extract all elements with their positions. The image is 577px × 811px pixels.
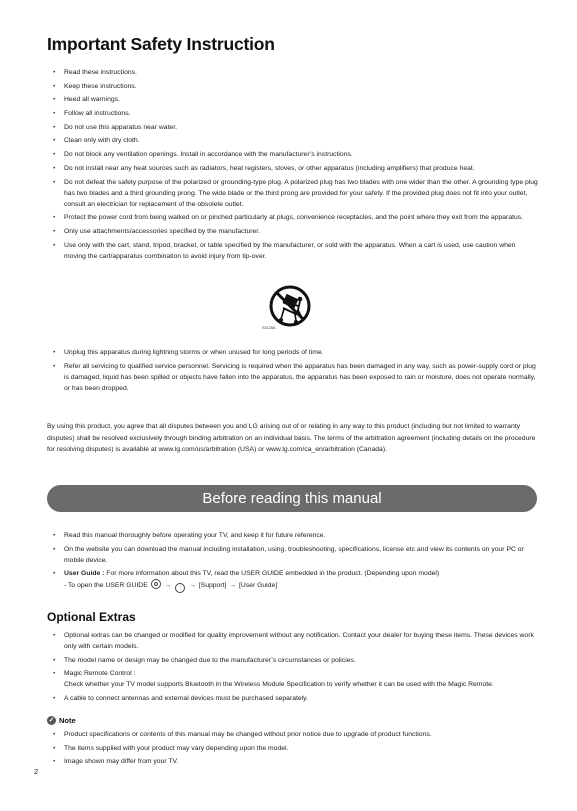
user-guide-steps	[64, 579, 538, 593]
arrow-icon: →	[189, 582, 196, 590]
arrow-icon: →	[164, 582, 172, 590]
arbitration-paragraph: By using this product, you agree that all disputes between you and LG arising out of or relating in any way to this product (including but not limited to warranty disputes) shall be resolved exclusively through binding arbitration on an individual basis. The terms of the arbitration agreement (including details on the procedure for resolving disputes) is available at www.lg.com/us/arbitration (USA) or www.lg.com/ca_en/arbitration (Canada).	[47, 423, 536, 453]
list-item: • Follow all instructions.	[53, 108, 538, 119]
list-item: • Do not use this apparatus near water.	[53, 122, 538, 133]
home-button-icon	[151, 579, 161, 589]
safety-list	[53, 67, 538, 264]
list-item: • Heed all warnings.	[53, 94, 538, 105]
list-item: • The items supplied with your product may vary depending upon the model.	[53, 743, 538, 754]
list-item: • On the website you can download the manual including installation, using, troubleshooting, specifications, license etc and view its contents on your PC or mobile device.	[53, 544, 538, 566]
optional-extras-list	[53, 630, 538, 707]
list-item: • Use only with the cart, stand, tripod, bracket, or table specified by the manufacturer, or sold with the apparatus. When a cart is used, use caution when moving the cart/apparatus combination to avoid injury from tip-over.	[53, 240, 538, 262]
user-guide-label: User Guide :	[64, 570, 105, 578]
before-reading-list	[53, 530, 538, 596]
page-title: Important Safety Instruction	[47, 34, 275, 54]
list-item: • Product specifications or contents of this manual may be changed without prior notice due to upgrade of product functions.	[53, 729, 538, 740]
list-item: • Unplug this apparatus during lightning storms or when unused for long periods of time.	[53, 347, 538, 358]
arrow-icon: →	[229, 582, 237, 590]
list-item-user-guide	[53, 568, 538, 593]
safety-list-continued	[53, 347, 538, 396]
list-item: • Read these instructions.	[53, 67, 538, 78]
list-item: • Protect the power cord from being walked on or pinched particularly at plugs, convenience receptacles, and the point where they exit from the apparatus.	[53, 212, 538, 223]
note-heading	[47, 716, 76, 725]
figure-code: S3125A	[262, 326, 276, 330]
note-list	[53, 729, 538, 770]
list-item: • Do not install near any heat sources such as radiators, heat registers, stoves, or other apparatus (including amplifiers) that produce heat.	[53, 163, 538, 174]
steps-prefix: - To open the USER GUIDE	[64, 582, 148, 590]
magic-remote-label: Magic Remote Control :	[64, 670, 136, 678]
list-item: • Do not defeat the safety purpose of the polarized or grounding-type plug. A polarized plug has two blades with one wider than the other. A grounding type plug has two blades and a third grounding prong. The wide blade or the third prong are provided for your safety. If the provided plug does not fit into your outlet, consult an electrician for replacement of the obsolete outlet.	[53, 177, 538, 210]
list-item: • A cable to connect antennas and external devices must be purchased separately.	[53, 693, 538, 704]
list-item: • Only use attachments/accessories specified by the manufacturer.	[53, 226, 538, 237]
magic-remote-text: Check whether your TV model supports Bluetooth in the Wireless Module Specification to verify whether it can be used with the Magic Remote.	[64, 681, 494, 689]
list-item: • Optional extras can be changed or modified for quality improvement without any notification. Contact your dealer for buying these items. These devices work only with certain models.	[53, 630, 538, 652]
list-item-magic-remote	[53, 668, 538, 690]
user-guide-menu: [User Guide]	[238, 582, 278, 590]
note-title: Note	[59, 716, 76, 725]
list-item: • Do not block any ventilation openings. Install in accordance with the manufacturer’s instructions.	[53, 149, 538, 160]
list-item: • Read this manual thoroughly before operating your TV, and keep it for future reference.	[53, 530, 538, 541]
list-item: • Refer all servicing to qualified service personnel. Servicing is required when the apparatus has been damaged in any way, such as power-supply cord or plug is damaged, liquid has been spilled or objects have fallen into the apparatus, the apparatus has been exposed to rain or moisture, does not operate normally, or has been dropped.	[53, 361, 538, 394]
list-item: • Keep these instructions.	[53, 81, 538, 92]
page-number: 2	[34, 767, 39, 776]
section-banner	[47, 485, 537, 512]
section-title: Before reading this manual	[202, 490, 382, 507]
user-guide-text: For more information about this TV, read the USER GUIDE embedded in the product. (Depending upon model)	[104, 570, 440, 578]
check-note-icon: ✓	[48, 717, 55, 724]
list-item: • Clean only with dry cloth.	[53, 135, 538, 146]
list-item: • Image shown may differ from your TV.	[53, 756, 538, 767]
support-menu: [Support]	[198, 582, 227, 590]
settings-button-icon: ⋮	[175, 583, 185, 593]
list-item: • The model name or design may be changed due to the manufacturer’s circumstances or policies.	[53, 655, 538, 666]
optional-extras-heading: Optional Extras	[47, 610, 136, 624]
